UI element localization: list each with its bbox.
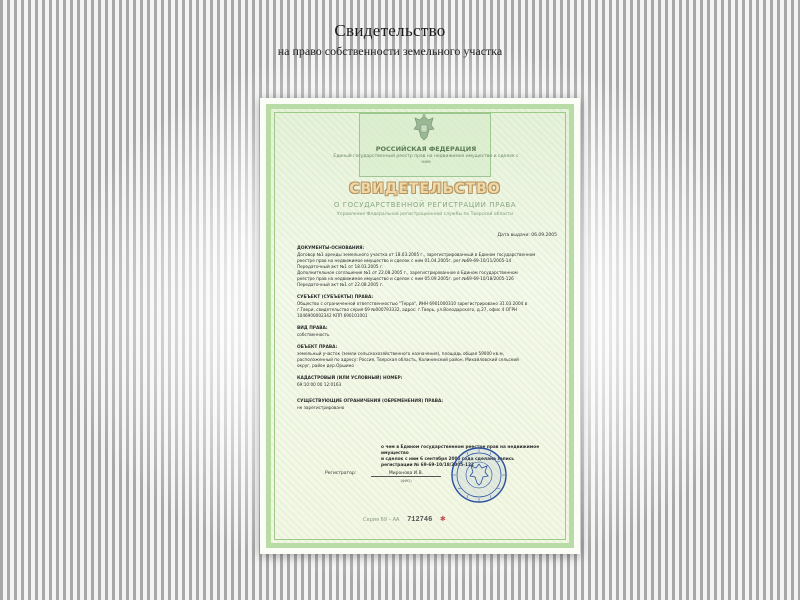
section-heading: СУБЪЕКТ (СУБЪЕКТЫ) ПРАВА: xyxy=(297,295,374,300)
section-line: округ, район дер.Оршино xyxy=(297,363,354,368)
section-line: Передаточный акт №1 от 18.03.2005 г. xyxy=(297,264,384,269)
section-line: Дополнительное соглашение №1 от 22.08.2005 г., зарегистрированное в Едином государственном xyxy=(297,270,518,275)
section-line: собственность xyxy=(297,332,330,337)
certificate-body xyxy=(297,243,553,411)
slide-subtitle: на право собственности земельного участка xyxy=(277,44,503,58)
serial-mark: ✱ xyxy=(439,515,446,523)
certificate-header-frame xyxy=(359,113,491,177)
record-line: регистрации № 69-69-10/18/2005-122 xyxy=(381,463,474,468)
slide-title: Свидетельство xyxy=(334,21,446,40)
section-line: г.Твери, свидетельство серия 69 №000793332, адрос: г.Тверь, ул.Володарского, д.27, офис 4 ОГРН xyxy=(297,307,518,312)
section-heading: ДОКУМЕНТЫ-ОСНОВАНИЯ: xyxy=(297,246,365,251)
registration-record xyxy=(381,445,551,469)
section-line: Договор №1 аренды земельного участка от 18.03.2005 г., зарегистрированный в Едином государственном xyxy=(297,252,536,257)
section-line: реестре прав на недвижимое имущество и сделок с ним 01.04.2005г. рег.№69-69-10/11/2005-14 xyxy=(297,258,512,263)
serial-block xyxy=(363,515,513,524)
record-line: о чем в Едином государственном реестре прав на недвижимое имущество xyxy=(381,445,540,456)
certificate-image xyxy=(260,98,580,554)
section-line: расположенный по адресу: Россия, Тверская область, Калининский район, Михайловский сельский xyxy=(297,357,519,362)
certificate-registry: Единый государственный реестр прав на недвижимое имущество и сделок с ним xyxy=(333,154,519,165)
certificate-title: СВИДЕТЕЛЬСТВО xyxy=(349,181,501,197)
section-line: Передаточный акт №1 от 22.08.2005 г. xyxy=(297,282,384,287)
registrar-block xyxy=(325,471,525,483)
certificate-authority: Управление Федеральной регистрационной службы по Тверской области xyxy=(336,212,514,217)
serial-label: Серия 69 – АА xyxy=(363,517,400,523)
issue-date: Дата выдачи: 06.09.2005 xyxy=(497,233,557,238)
certificate-country: РОССИЙСКАЯ ФЕДЕРАЦИЯ xyxy=(375,145,477,153)
section-line: 69:10:00 00 12:0163 xyxy=(297,382,342,387)
registrar-label: Регистратор: xyxy=(325,471,357,476)
section-heading: КАДАСТРОВЫЙ (ИЛИ УСЛОВНЫЙ) НОМЕР: xyxy=(297,376,403,381)
serial-number: 712746 xyxy=(407,516,433,524)
section-line: Общество с ограниченной ответственностью "Терра", ИНН 6901000310 зарегистрировано 31.03.2004 в xyxy=(297,301,528,306)
official-seal-icon xyxy=(449,445,509,505)
section-line: земельный участок (земли сельскохозяйственного назначения), площадь общая 59000 кв.м, xyxy=(297,351,504,356)
section-heading: ОБЪЕКТ ПРАВА: xyxy=(297,345,338,350)
certificate-subtitle: О ГОСУДАРСТВЕННОЙ РЕГИСТРАЦИИ ПРАВА xyxy=(333,201,517,209)
section-line: не зарегистрировано xyxy=(297,405,345,410)
section-heading: ВИД ПРАВА: xyxy=(297,326,328,331)
record-line: и сделок с ним 6 сентября 2005 года сделана запись xyxy=(381,457,514,462)
section-line: 1046900002342 КПП 690101001 xyxy=(297,313,368,318)
certificate-paper xyxy=(266,104,574,548)
section-line: реестре прав на недвижимое имущество и сделок с ним 05.09.2005г. рег.№69-69-10/18/2005-126 xyxy=(297,276,514,281)
double-headed-eagle-icon xyxy=(411,113,437,143)
section-heading: СУЩЕСТВУЮЩИЕ ОГРАНИЧЕНИЯ (ОБРЕМЕНЕНИЯ) ПРАВА: xyxy=(297,399,444,404)
registrar-caption: (ФИО) xyxy=(400,479,412,483)
registrar-name: Миронова И.В. xyxy=(371,471,441,477)
